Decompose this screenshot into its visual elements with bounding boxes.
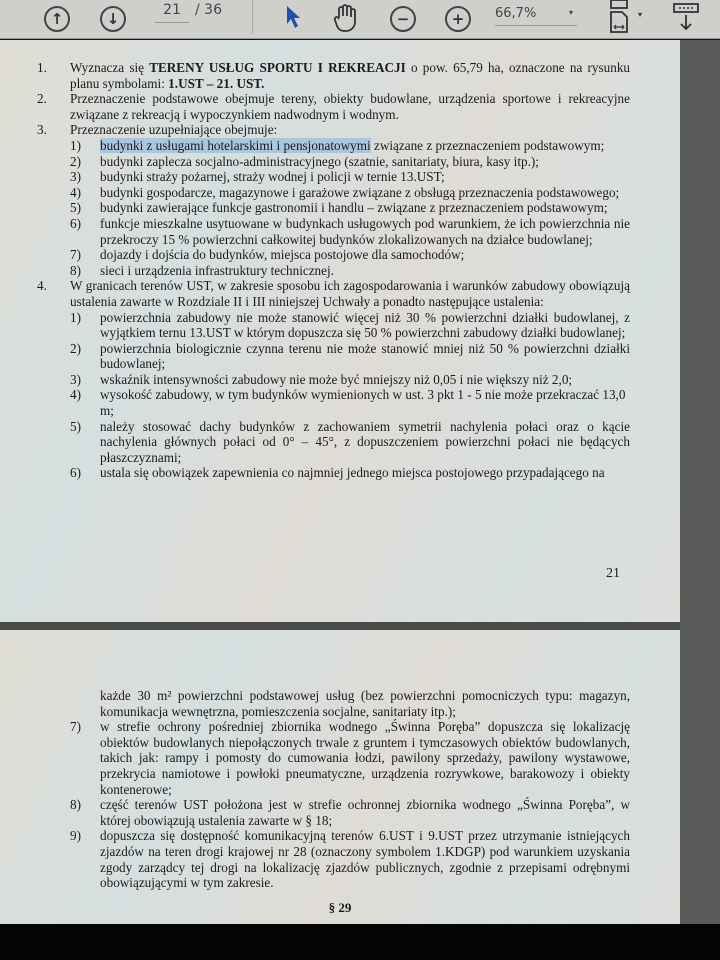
download-icon — [672, 2, 700, 32]
zoom-level-value: 66,7% — [495, 6, 537, 21]
pdf-toolbar — [0, 0, 720, 39]
current-page-input[interactable]: 21 — [155, 2, 189, 23]
zone-name: TERENY USŁUG SPORTU I REKREACJI — [149, 60, 406, 75]
plus-icon: + — [451, 10, 465, 28]
sub-item: 8) część terenów UST położona jest w strefie ochronnej zbiornika wodnego „Świnna Poręba”, w której obowiązują ustalenia zawarte w § 18; — [70, 797, 630, 828]
cursor-arrow-icon — [285, 4, 301, 30]
text-selection-highlight[interactable]: budynki z usługami hotelarskimi i pensjonatowymi — [100, 137, 371, 153]
download-button[interactable] — [672, 2, 700, 32]
sub-item: 5) należy stosować dachy budynków z zachowaniem symetrii nachylenia połaci oraz o kącie nachylenia głównych połaci od 0° – 45°, z dopuszczeniem powierzchni połaci nie będących płaszczyznami; — [70, 418, 630, 465]
hand-tool-button[interactable] — [333, 3, 359, 33]
toolbar-divider — [252, 0, 253, 34]
sub-list-3 — [70, 137, 630, 278]
list-item-1: 1. Wyznacza się TERENY USŁUG SPORTU I REKREACJI o pow. 65,79 ha, oznaczone na rysunku planu symbolami: 1.UST – 21. UST. — [37, 60, 631, 91]
sub-item: 6) funkcje mieszkalne usytuowane w budynkach usługowych pod warunkiem, że ich powierzchnia nie przekroczy 15 % powierzchni całkowitej budynków zlokalizowanych na działce budowlanej; — [70, 215, 630, 247]
chevron-down-icon: ▾ — [568, 8, 573, 17]
document-page-22 — [0, 630, 680, 924]
total-pages: / 36 — [195, 2, 222, 18]
sub-item: 2) powierzchnia biologicznie czynna terenu nie może stanowić mniej niż 50 % powierzchni działki budowlanej; — [70, 340, 630, 372]
sub-item: 4) budynki gospodarcze, magazynowe i garażowe związane z obsługą przeznaczenia podstawowego; — [70, 184, 620, 200]
sub-item: 3) wskaźnik intensywności zabudowy nie może być mniejszy niż 0,05 i nie większy niż 2,0; — [70, 371, 573, 387]
zoom-in-button[interactable] — [445, 6, 471, 32]
sub-list-4 — [70, 309, 630, 482]
page-fit-icon — [608, 0, 632, 34]
hand-icon — [333, 3, 359, 33]
sub-item: 8) sieci i urządzenia infrastruktury technicznej. — [70, 262, 334, 278]
continuation-text: każde 30 m² powierzchni podstawowej usług (bez powierzchni pomocniczych typu: magazyn, komunikacja wewnętrzna, pomieszczenia socjalne, sanitariaty itp.); — [100, 688, 630, 719]
list-item-4: 4. W granicach terenów UST, w zakresie sposobu ich zagospodarowania i warunków zabudowy obowiązują ustalenia zawarte w Rozdziale II i III niniejszej Uchwały a ponadto następujące ustalenia: — [37, 278, 630, 309]
zoom-out-button[interactable] — [390, 6, 416, 32]
sub-item: 9) dopuszcza się dostępność komunikacyjną terenów 6.UST i 9.UST przez utrzymanie istniejących zjazdów na teren drogi krajowej nr 28 (oznaczony symbolem 1.KDGP) pod warunkiem uzyskania zgody zarządcy tej drogi na lokalizację zjazdów publicznych, zgodnie z przepisami odrębnymi obowiązującymi w tym zakresie. — [70, 828, 630, 891]
fit-page-button[interactable] — [608, 0, 632, 34]
next-page-button[interactable] — [100, 6, 126, 32]
minus-icon: − — [396, 10, 410, 28]
sub-item: 1) budynki z usługami hotelarskimi i pensjonatowymi związane z przeznaczeniem podstawowym; — [70, 137, 605, 153]
list-item-3: 3. Przeznaczenie uzupełniające obejmuje: — [37, 122, 278, 138]
page-separator — [0, 622, 680, 630]
sub-item: 5) budynki zawierające funkcje gastronomii i handlu – związane z przeznaczeniem podstawowym; — [70, 200, 608, 216]
page-number: 21 — [606, 566, 620, 581]
sub-item: 2) budynki zaplecza socjalno-administracyjnego (szatnie, sanitariaty, biura, kasy itp.); — [70, 153, 539, 169]
document-page-21 — [0, 40, 680, 622]
page-indicator — [155, 2, 222, 23]
sub-item: 1) powierzchnia zabudowy nie może stanowić więcej niż 30 % powierzchni działki budowlanej, z wyjątkiem ternu 13.UST w którym dopuszcza się 50 % powierzchni zabudowy działki budowlanej; — [70, 309, 630, 341]
fit-chevron-down-icon[interactable]: ▾ — [638, 10, 643, 19]
arrow-down-icon: ↓ — [106, 10, 120, 28]
select-tool-button[interactable] — [285, 4, 301, 30]
sub-item: 6) ustala się obowiązek zapewnienia co najmniej jednego miejsca postojowego przypadającego na — [70, 465, 605, 481]
list-item-2: 2. Przeznaczenie podstawowe obejmuje tereny, obiekty budowlane, urządzenia sportowe i rekreacyjne związane z rekreacją i wypoczynkiem nadwodnym i wodnym. — [37, 91, 630, 122]
viewer-background-right — [680, 40, 720, 924]
sub-item: 7) dojazdy i dojścia do budynków, miejsca postojowe dla samochodów; — [70, 247, 465, 263]
arrow-up-icon: ↑ — [50, 10, 64, 28]
section-heading: § 29 — [328, 900, 352, 915]
sub-item: 4) wysokość zabudowy, w tym budynków wymienionych w ust. 3 pkt 1 - 5 nie może przekraczać 13,0 m; — [70, 387, 626, 419]
zone-symbols: 1.UST – 21. UST. — [168, 75, 265, 91]
screen-bezel — [0, 924, 720, 960]
zoom-level-select[interactable] — [495, 6, 577, 26]
sub-item: 3) budynki straży pożarnej, straży wodnej i policji w ternie 13.UST; — [70, 169, 445, 185]
sub-item: 7) w strefie ochrony pośredniej zbiornika wodnego „Świnna Poręba” dopuszcza się lokalizację obiektów budowlanych niepołączonych trwale z gruntem i tymczasowych obiektów budowlanych, takich jak: rampy i pomosty do cumowania łodzi, pawilony sprzedaży, pawilony wystawowe, przekrycia namiotowe i powłoki pneumatyczne, urządzenia rozrywkowe, barakowozy i obiekty kontenerowe; — [70, 719, 630, 797]
previous-page-button[interactable] — [44, 6, 70, 32]
